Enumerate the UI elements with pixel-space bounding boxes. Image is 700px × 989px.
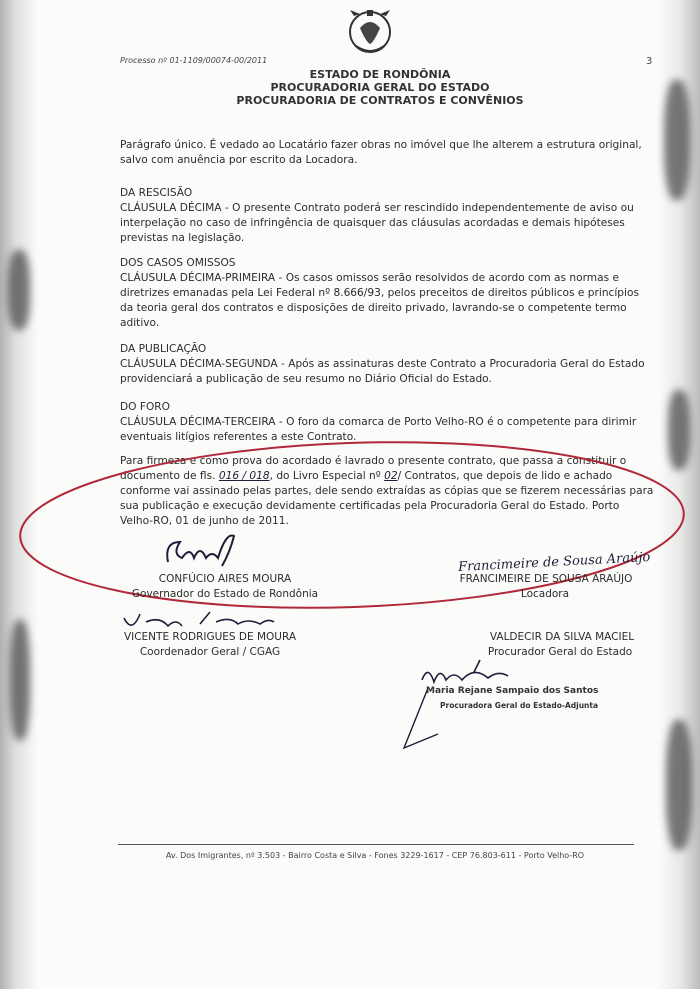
paragraph-line: interpelação no caso de infringência de quaisquer das cláusulas acordadas e demais hipóteses: [120, 217, 625, 229]
paragraph-text: , do Livro Especial nº: [269, 470, 385, 482]
scan-smudge: [666, 720, 692, 850]
page-number: 3: [646, 56, 653, 67]
clause-text: - Após as assinaturas deste Contrato a Procuradoria Geral do Estado: [277, 358, 645, 370]
signatory-2-name: FRANCIMEIRE DE SOUSA ARAÚJO: [459, 573, 633, 585]
stamp-role: Procuradora Geral do Estado-Adjunta: [440, 701, 599, 710]
signatory-3-name: VICENTE RODRIGUES DE MOURA: [123, 631, 297, 643]
clause-label: CLÁUSULA DÉCIMA-SEGUNDA: [120, 358, 278, 370]
section-title: DA RESCISÃO: [120, 187, 193, 199]
section-title: DA PUBLICAÇÃO: [120, 343, 207, 355]
letterhead: [230, 68, 530, 107]
paragraph-line: salvo com anuência por escrito da Locadora.: [120, 154, 358, 166]
signature-francimeire-scribble: Francimeire de Sousa Araújo: [457, 549, 651, 576]
handwritten-book-number: 02: [384, 470, 398, 482]
stamp-name: Maria Rejane Sampaio dos Santos: [426, 686, 599, 696]
signatory-1-name: CONFÚCIO AIRES MOURA: [158, 573, 292, 585]
section-casos-omissos: [120, 256, 660, 331]
letterhead-state: ESTADO DE RONDÔNIA: [309, 68, 451, 81]
paragraph-line: Velho-RO, 01 de junho de 2011.: [120, 515, 289, 527]
clause-text: - Os casos omissos serão resolvidos de acordo com as normas e: [275, 272, 620, 284]
letterhead-department: PROCURADORIA DE CONTRATOS E CONVÊNIOS: [236, 94, 524, 107]
paragraph-line: previstas na legislação.: [120, 232, 245, 244]
paragraph-line: diretrizes emanadas pela Lei Federal nº 8.666/93, pelos preceitos de direitos públicos e princípios: [120, 287, 639, 299]
signatory-4-role: Procurador Geral do Estado: [487, 646, 633, 658]
scan-smudge: [664, 80, 690, 200]
paragraph-line: Para firmeza e como prova do acordado é lavrado o presente contrato, que passa a constituir o: [120, 455, 627, 467]
paragraph-line: [120, 357, 660, 372]
signature-confucio-scribble: [160, 528, 250, 570]
clause-label: CLÁUSULA DÉCIMA-TERCEIRA: [120, 416, 276, 428]
paragraph-line: [120, 271, 660, 286]
paragraph-line: da teoria geral dos contratos e disposições de direito privado, lavrando-se o competente termo: [120, 302, 627, 314]
paragraph-line: providenciará a publicação de seu resumo no Diário Oficial do Estado.: [120, 373, 492, 385]
paragrafo-unico: [120, 138, 660, 168]
section-title: DOS CASOS OMISSOS: [120, 257, 236, 269]
paragraph-line: [120, 415, 660, 430]
paragraph-line: sua publicação e execução devidamente certificadas pela Procuradoria Geral do Estado. Porto: [120, 500, 620, 512]
section-title: DO FORO: [120, 401, 170, 413]
paragraph-line: eventuais litígios referentes a este Contrato.: [120, 431, 357, 443]
section-rescisao: [120, 186, 660, 246]
paragraph-line: conforme vai assinado pelas partes, dele sendo extraídas as cópias que se fizerem necessárias para: [120, 485, 654, 497]
paragraph-text: / Contratos, que depois de lido e achado: [397, 470, 613, 482]
clause-label: CLÁUSULA DÉCIMA-PRIMEIRA: [120, 272, 276, 284]
paragraph-line: aditivo.: [120, 317, 160, 329]
coat-of-arms-emblem: [342, 6, 398, 56]
signatory-1-role: Governador do Estado de Rondônia: [131, 588, 319, 600]
section-publicacao: [120, 342, 660, 387]
paragraph-line: [120, 201, 660, 216]
handwritten-page-range: 016 / 018: [218, 470, 270, 482]
scan-smudge: [10, 620, 30, 740]
footer-address: Av. Dos Imigrantes, nº 3.503 - Bairro Costa e Silva - Fones 3229-1617 - CEP 76.803-611 - Porto Velho-RO: [165, 851, 585, 860]
paragraph-text: documento de fls.: [120, 470, 219, 482]
signatory-2-role: Locadora: [520, 588, 570, 600]
red-annotation-ellipse: [10, 430, 695, 620]
paragraph-line: Parágrafo único. É vedado ao Locatário fazer obras no imóvel que lhe alterem a estrutura original,: [120, 139, 642, 151]
footer-divider: [118, 844, 634, 845]
clause-text: - O foro da comarca de Porto Velho-RO é o competente para dirimir: [275, 416, 637, 428]
process-number: Processo nº 01-1109/00074-00/2011: [120, 56, 268, 65]
scan-smudge: [8, 250, 30, 330]
signatory-3-role: Coordenador Geral / CGAG: [139, 646, 281, 658]
clause-text: - O presente Contrato poderá ser rescindido independentemente de aviso ou: [221, 202, 634, 214]
signatory-4-name: VALDECIR DA SILVA MACIEL: [489, 631, 635, 643]
clause-label: CLÁUSULA DÉCIMA: [120, 202, 222, 214]
letterhead-pge: PROCURADORIA GERAL DO ESTADO: [270, 81, 490, 94]
